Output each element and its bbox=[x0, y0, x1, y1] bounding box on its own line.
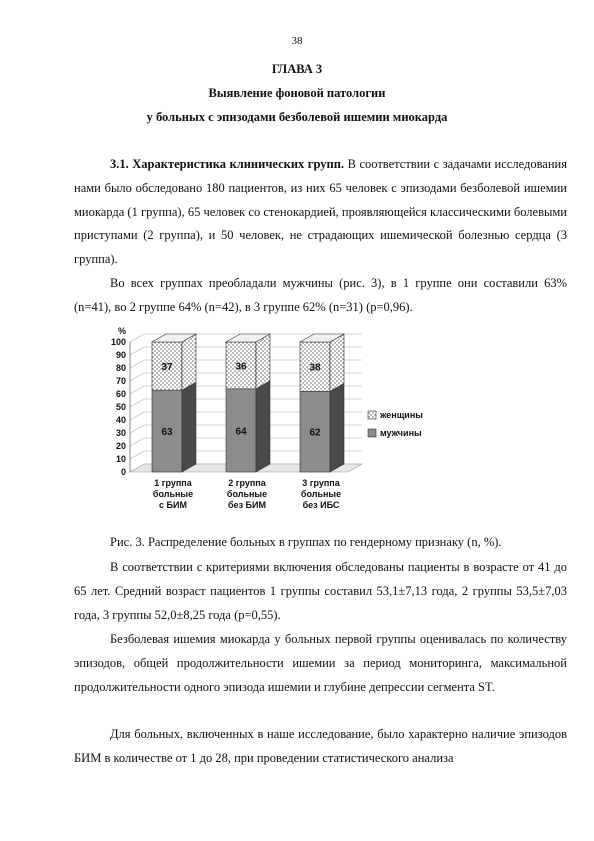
gridline-side bbox=[130, 451, 144, 459]
paragraph-gender: Во всех группах преобладали мужчины (рис. 3), в 1 группе они составили 63% (n=41), во 2 группе 64% (n=42), в 3 группе 62% (n=31) (p=0,96). bbox=[74, 276, 567, 314]
gridline-side bbox=[130, 412, 144, 420]
y-tick-label: 40 bbox=[115, 415, 126, 425]
data-label-male: 64 bbox=[235, 426, 247, 438]
data-label-female: 38 bbox=[309, 362, 321, 374]
bar-female-side bbox=[256, 334, 270, 389]
paragraph-ischemia: Безболевая ишемия миокарда у больных первой группы оценивалась по количеству эпизодов, общей продолжительности ишемии за период мониторинга, максимальной продолжительности одного эпизода ишемии и глубине депрессии сегмента ST. bbox=[74, 632, 567, 694]
category-label: без БИМ bbox=[228, 500, 266, 510]
gridline-side bbox=[130, 373, 144, 381]
category-label: больные bbox=[226, 489, 268, 499]
category-label: с БИМ bbox=[159, 500, 187, 510]
y-tick-label: 60 bbox=[115, 389, 126, 399]
category-label: без ИБС bbox=[302, 500, 340, 510]
paragraph-intro bbox=[74, 153, 567, 272]
y-tick-label: 0 bbox=[120, 467, 126, 477]
bar-male-side bbox=[256, 381, 270, 472]
gridline-side bbox=[130, 399, 144, 407]
paragraph-intro-text: В соответствии с задачами исследования нами было обследовано 180 пациентов, из них 65 человек с эпизодами безболевой ишемии миокарда (1 группа), 65 человек со стенокардией, проявляющейся классическими болевыми приступами (2 группа), и 50 человек, не страдающих ишемической болезнью сердца (3 группа). bbox=[74, 157, 567, 267]
data-label-male: 62 bbox=[309, 427, 321, 439]
gridline-side bbox=[130, 334, 144, 342]
chapter-title-line2: у больных с эпизодами безболевой ишемии миокарда bbox=[146, 110, 448, 124]
y-tick-label: 100 bbox=[110, 337, 126, 347]
bar-male-side bbox=[182, 382, 196, 472]
data-label-female: 36 bbox=[235, 361, 247, 373]
gridline-side bbox=[130, 438, 144, 446]
category-label: больные bbox=[152, 489, 194, 499]
legend-label: женщины bbox=[380, 410, 423, 420]
paragraph-age: В соответствии с критериями включения обследованы пациенты в возрасте от 41 до 65 лет. Средний возраст пациентов 1 группы составил 53,1±7,13 года, 2 группы 53,5±7,03 года, 3 группы 52,0±8,25 года (p=0,55). bbox=[74, 560, 567, 622]
y-tick-label: 10 bbox=[115, 454, 126, 464]
data-label-male: 63 bbox=[161, 427, 173, 439]
category-label: больные bbox=[300, 489, 342, 499]
category-label: 1 группа bbox=[154, 478, 192, 488]
y-tick-label: 20 bbox=[115, 441, 126, 451]
legend-swatch bbox=[368, 411, 376, 419]
bar-female-side bbox=[182, 334, 196, 390]
gender-distribution-chart bbox=[90, 322, 490, 522]
figure-caption: Рис. 3. Распределение больных в группах по гендерному признаку (n, %). bbox=[110, 535, 502, 549]
y-axis-label: % bbox=[117, 326, 127, 336]
gridline-side bbox=[130, 347, 144, 355]
y-tick-label: 90 bbox=[115, 350, 126, 360]
legend-label: мужчины bbox=[380, 428, 422, 438]
category-label: 3 группа bbox=[302, 478, 340, 488]
gridline-side bbox=[130, 386, 144, 394]
paragraph-episodes: Для больных, включенных в наше исследование, было характерно наличие эпизодов БИМ в количестве от 1 до 28, при проведении статистического анализа bbox=[74, 727, 567, 765]
page-number: 38 bbox=[291, 35, 303, 47]
gridline-side bbox=[130, 360, 144, 368]
section-heading: 3.1. Характеристика клинических групп. bbox=[110, 157, 345, 171]
gridline-side bbox=[130, 425, 144, 433]
chapter-label: ГЛАВА 3 bbox=[271, 62, 323, 76]
data-label-female: 37 bbox=[161, 362, 173, 374]
bar-female-side bbox=[330, 334, 344, 391]
y-tick-label: 50 bbox=[115, 402, 126, 412]
y-tick-label: 80 bbox=[115, 363, 126, 373]
bar-male-side bbox=[330, 383, 344, 472]
legend-swatch bbox=[368, 429, 376, 437]
y-tick-label: 70 bbox=[115, 376, 126, 386]
y-tick-label: 30 bbox=[115, 428, 126, 438]
category-label: 2 группа bbox=[228, 478, 266, 488]
chapter-title-line1: Выявление фоновой патологии bbox=[208, 86, 386, 100]
